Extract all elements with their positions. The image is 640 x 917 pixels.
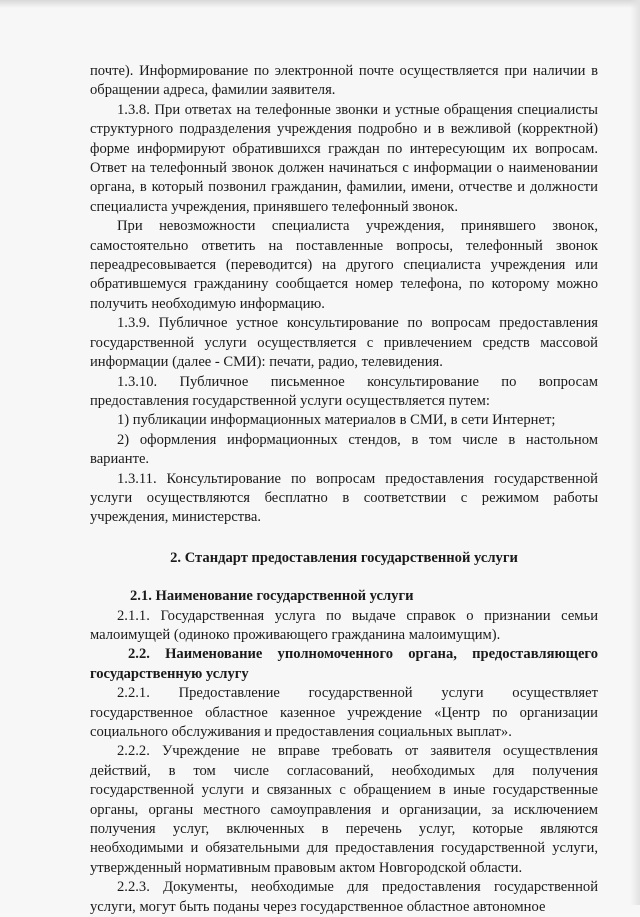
heading-2-2: 2.2. Наименование уполномоченного органа, предоставляющего государственную услугу (90, 646, 598, 682)
paragraph-1-3-9: 1.3.9. Публичное устное консультирование по вопросам предоставления государственной услуги осуществляется с привлечением средств массовой информации (далее - СМИ): печати, радио, телевидения. (90, 315, 598, 371)
scan-edge-top (0, 0, 640, 8)
scan-edge-right (630, 0, 640, 905)
list-item-1: 1) публикации информационных материалов в СМИ, в сети Интернет; (117, 412, 556, 429)
paragraph-call-redirect: При невозможности специалиста учреждения, принявшего звонок, самостоятельно ответить на поставленные вопросы, телефонный звонок переадресовывается (переводится) на другого специалиста учреждения или обратившемуся гражданину сообщается номер телефона, по которому можно получить необходимую информацию. (90, 218, 598, 312)
paragraph-email-informing: почте). Информирование по электронной почте осуществляется при наличии в обращении адреса, фамилии заявителя. (90, 63, 598, 99)
document-page (90, 62, 598, 917)
section-2-title: 2. Стандарт предоставления государственной услуги (170, 549, 518, 566)
paragraph-2-2-2: 2.2.2. Учреждение не вправе требовать от заявителя осуществления действий, в том числе согласований, необходимых для получения государственной услуги и связанных с обращением в иные государственные органы, органы местного самоуправления и организации, за исключением получения услуг, включенных в перечень услуг, которые являются необходимыми и обязательными для предоставления государственной услуги, утвержденный нормативным правовым актом Новгородской области. (90, 743, 598, 876)
paragraph-1-3-11: 1.3.11. Консультирование по вопросам предоставления государственной услуги осуществляются бесплатно в соответствии с режимом работы учреждения, министерства. (90, 470, 598, 526)
heading-2-1: 2.1. Наименование государственной услуги (130, 588, 414, 605)
list-item-2: 2) оформления информационных стендов, в том числе в настольном варианте. (90, 431, 598, 468)
paragraph-1-3-10: 1.3.10. Публичное письменное консультирование по вопросам предоставления государственной услуги осуществляется путем: (90, 373, 598, 409)
paragraph-2-2-3: 2.2.3. Документы, необходимые для предоставления государственной услуги, могут быть поданы через государственное областное автономное (90, 879, 598, 915)
paragraph-2-2-1: 2.2.1. Предоставление государственной услуги осуществляет государственное областное казенное учреждение «Центр по организации социального обслуживания и предоставления социальных выплат». (90, 685, 598, 740)
paragraph-1-3-8: 1.3.8. При ответах на телефонные звонки и устные обращения специалисты структурного подразделения учреждения подробно и в вежливой (корректной) форме информируют обратившихся граждан по интересующим их вопросам. Ответ на телефонный звонок должен начинаться с информации о наименовании органа, в который позвонил гражданин, фамилии, имени, отчестве и должности специалиста учреждения, принявшего телефонный звонок. (90, 101, 598, 215)
paragraph-2-1-1: 2.1.1. Государственная услуга по выдаче справок о признании семьи малоимущей (одиноко проживающего гражданина малоимущим). (90, 607, 598, 643)
